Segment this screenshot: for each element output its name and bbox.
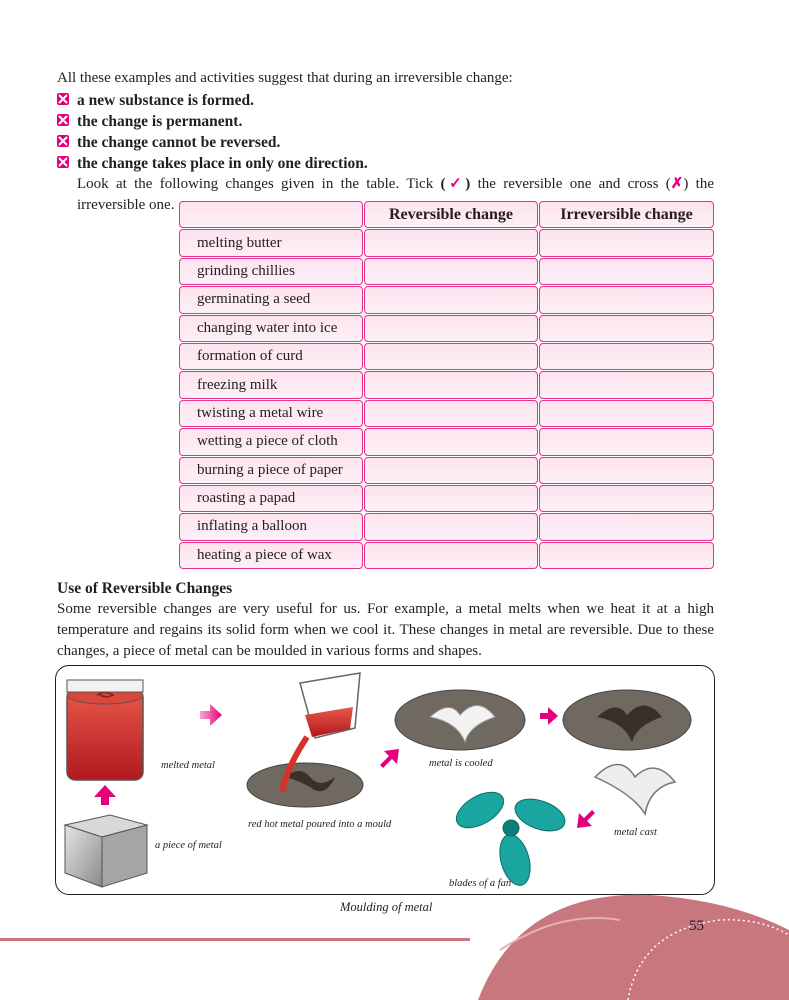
- change-label: burning a piece of paper: [179, 457, 363, 484]
- change-label: roasting a papad: [179, 485, 363, 512]
- bullet-cross-icon: [57, 155, 77, 173]
- change-label: formation of curd: [179, 343, 363, 370]
- irreversible-cell[interactable]: [539, 258, 714, 285]
- bullet-list: [57, 90, 368, 174]
- moulding-illustration: [55, 665, 713, 893]
- cross-icon: ✗: [670, 176, 684, 192]
- change-label: twisting a metal wire: [179, 400, 363, 427]
- irreversible-cell[interactable]: [539, 315, 714, 342]
- page-number: 55: [689, 918, 704, 934]
- reversible-cell[interactable]: [364, 428, 538, 455]
- label-metal-cast: metal cast: [614, 827, 657, 838]
- irreversible-cell[interactable]: [539, 457, 714, 484]
- change-label: wetting a piece of cloth: [179, 428, 363, 455]
- changes-table: [179, 201, 715, 570]
- up-right-arrow-icon: [380, 749, 399, 768]
- change-label: melting butter: [179, 229, 363, 256]
- irreversible-cell[interactable]: [539, 371, 714, 398]
- bullet-cross-icon: [57, 113, 77, 131]
- cooled-mould-icon: [395, 690, 525, 750]
- table-header: [179, 201, 715, 229]
- list-item: the change is permanent.: [57, 111, 368, 132]
- metal-cube-icon: [65, 815, 147, 887]
- table-row: [179, 258, 715, 286]
- beaker-icon: [67, 680, 143, 780]
- right-arrow-icon: [200, 704, 222, 726]
- reversible-cell[interactable]: [364, 485, 538, 512]
- label-melted-metal: melted metal: [161, 760, 215, 771]
- reversible-cell[interactable]: [364, 286, 538, 313]
- pouring-mould-icon: [247, 673, 363, 807]
- reversible-cell[interactable]: [364, 371, 538, 398]
- down-left-arrow-icon: [577, 810, 595, 828]
- change-label: grinding chillies: [179, 258, 363, 285]
- right-arrow-icon-2: [540, 707, 558, 725]
- reversible-cell[interactable]: [364, 513, 538, 540]
- irreversible-cell[interactable]: [539, 513, 714, 540]
- irreversible-cell[interactable]: [539, 229, 714, 256]
- table-row: [179, 513, 715, 541]
- figure-caption: Moulding of metal: [340, 900, 433, 914]
- footer-decoration: [0, 890, 789, 1000]
- irreversible-cell[interactable]: [539, 428, 714, 455]
- change-label: freezing milk: [179, 371, 363, 398]
- table-row: [179, 542, 715, 570]
- header-reversible: Reversible change: [364, 201, 538, 228]
- bullet-cross-icon: [57, 134, 77, 152]
- intro-text: All these examples and activities suggest that during an irreversible change:: [57, 70, 513, 86]
- reversible-cell[interactable]: [364, 400, 538, 427]
- table-row: [179, 457, 715, 485]
- change-label: germinating a seed: [179, 286, 363, 313]
- reversible-cell[interactable]: [364, 258, 538, 285]
- section-paragraph: Some reversible changes are very useful for us. For example, a metal melts when we heat it at a high temperature and regains its solid form when we cool it. These changes in metal are reversible. Due to these changes, a piece of metal can be moulded in various forms and shapes.: [57, 601, 714, 659]
- table-row: [179, 371, 715, 399]
- up-arrow-icon: [94, 785, 116, 805]
- tick-icon: ✓: [445, 176, 466, 192]
- table-row: [179, 428, 715, 456]
- fan-blades-icon: [450, 785, 569, 889]
- instruction-text: Look at the following changes given in the table. Tick (✓) the reversible one and cross (✗) the irreversible one.: [77, 176, 714, 213]
- reversible-cell[interactable]: [364, 343, 538, 370]
- metal-cast-icon: [595, 765, 675, 815]
- change-label: heating a piece of wax: [179, 542, 363, 569]
- label-poured: red hot metal poured into a mould: [248, 819, 392, 830]
- change-label: inflating a balloon: [179, 513, 363, 540]
- irreversible-cell[interactable]: [539, 542, 714, 569]
- table-row: [179, 286, 715, 314]
- header-irreversible: Irreversible change: [539, 201, 714, 228]
- change-label: changing water into ice: [179, 315, 363, 342]
- table-row: [179, 343, 715, 371]
- reversible-cell[interactable]: [364, 457, 538, 484]
- reversible-cell[interactable]: [364, 315, 538, 342]
- table-row: [179, 400, 715, 428]
- table-row: [179, 315, 715, 343]
- table-row: [179, 485, 715, 513]
- irreversible-cell[interactable]: [539, 343, 714, 370]
- section-title: Use of Reversible Changes: [57, 580, 233, 597]
- label-piece-of-metal: a piece of metal: [155, 840, 222, 851]
- header-cell-empty: [179, 201, 363, 228]
- list-item: the change takes place in only one direction.: [57, 153, 368, 174]
- label-cooled: metal is cooled: [429, 758, 493, 769]
- empty-mould-icon: [563, 690, 691, 750]
- list-item: a new substance is formed.: [57, 90, 368, 111]
- irreversible-cell[interactable]: [539, 485, 714, 512]
- bullet-cross-icon: [57, 92, 77, 110]
- irreversible-cell[interactable]: [539, 400, 714, 427]
- reversible-cell[interactable]: [364, 542, 538, 569]
- label-blades: blades of a fan: [449, 878, 512, 889]
- list-item: the change cannot be reversed.: [57, 132, 368, 153]
- irreversible-cell[interactable]: [539, 286, 714, 313]
- table-row: [179, 229, 715, 257]
- reversible-cell[interactable]: [364, 229, 538, 256]
